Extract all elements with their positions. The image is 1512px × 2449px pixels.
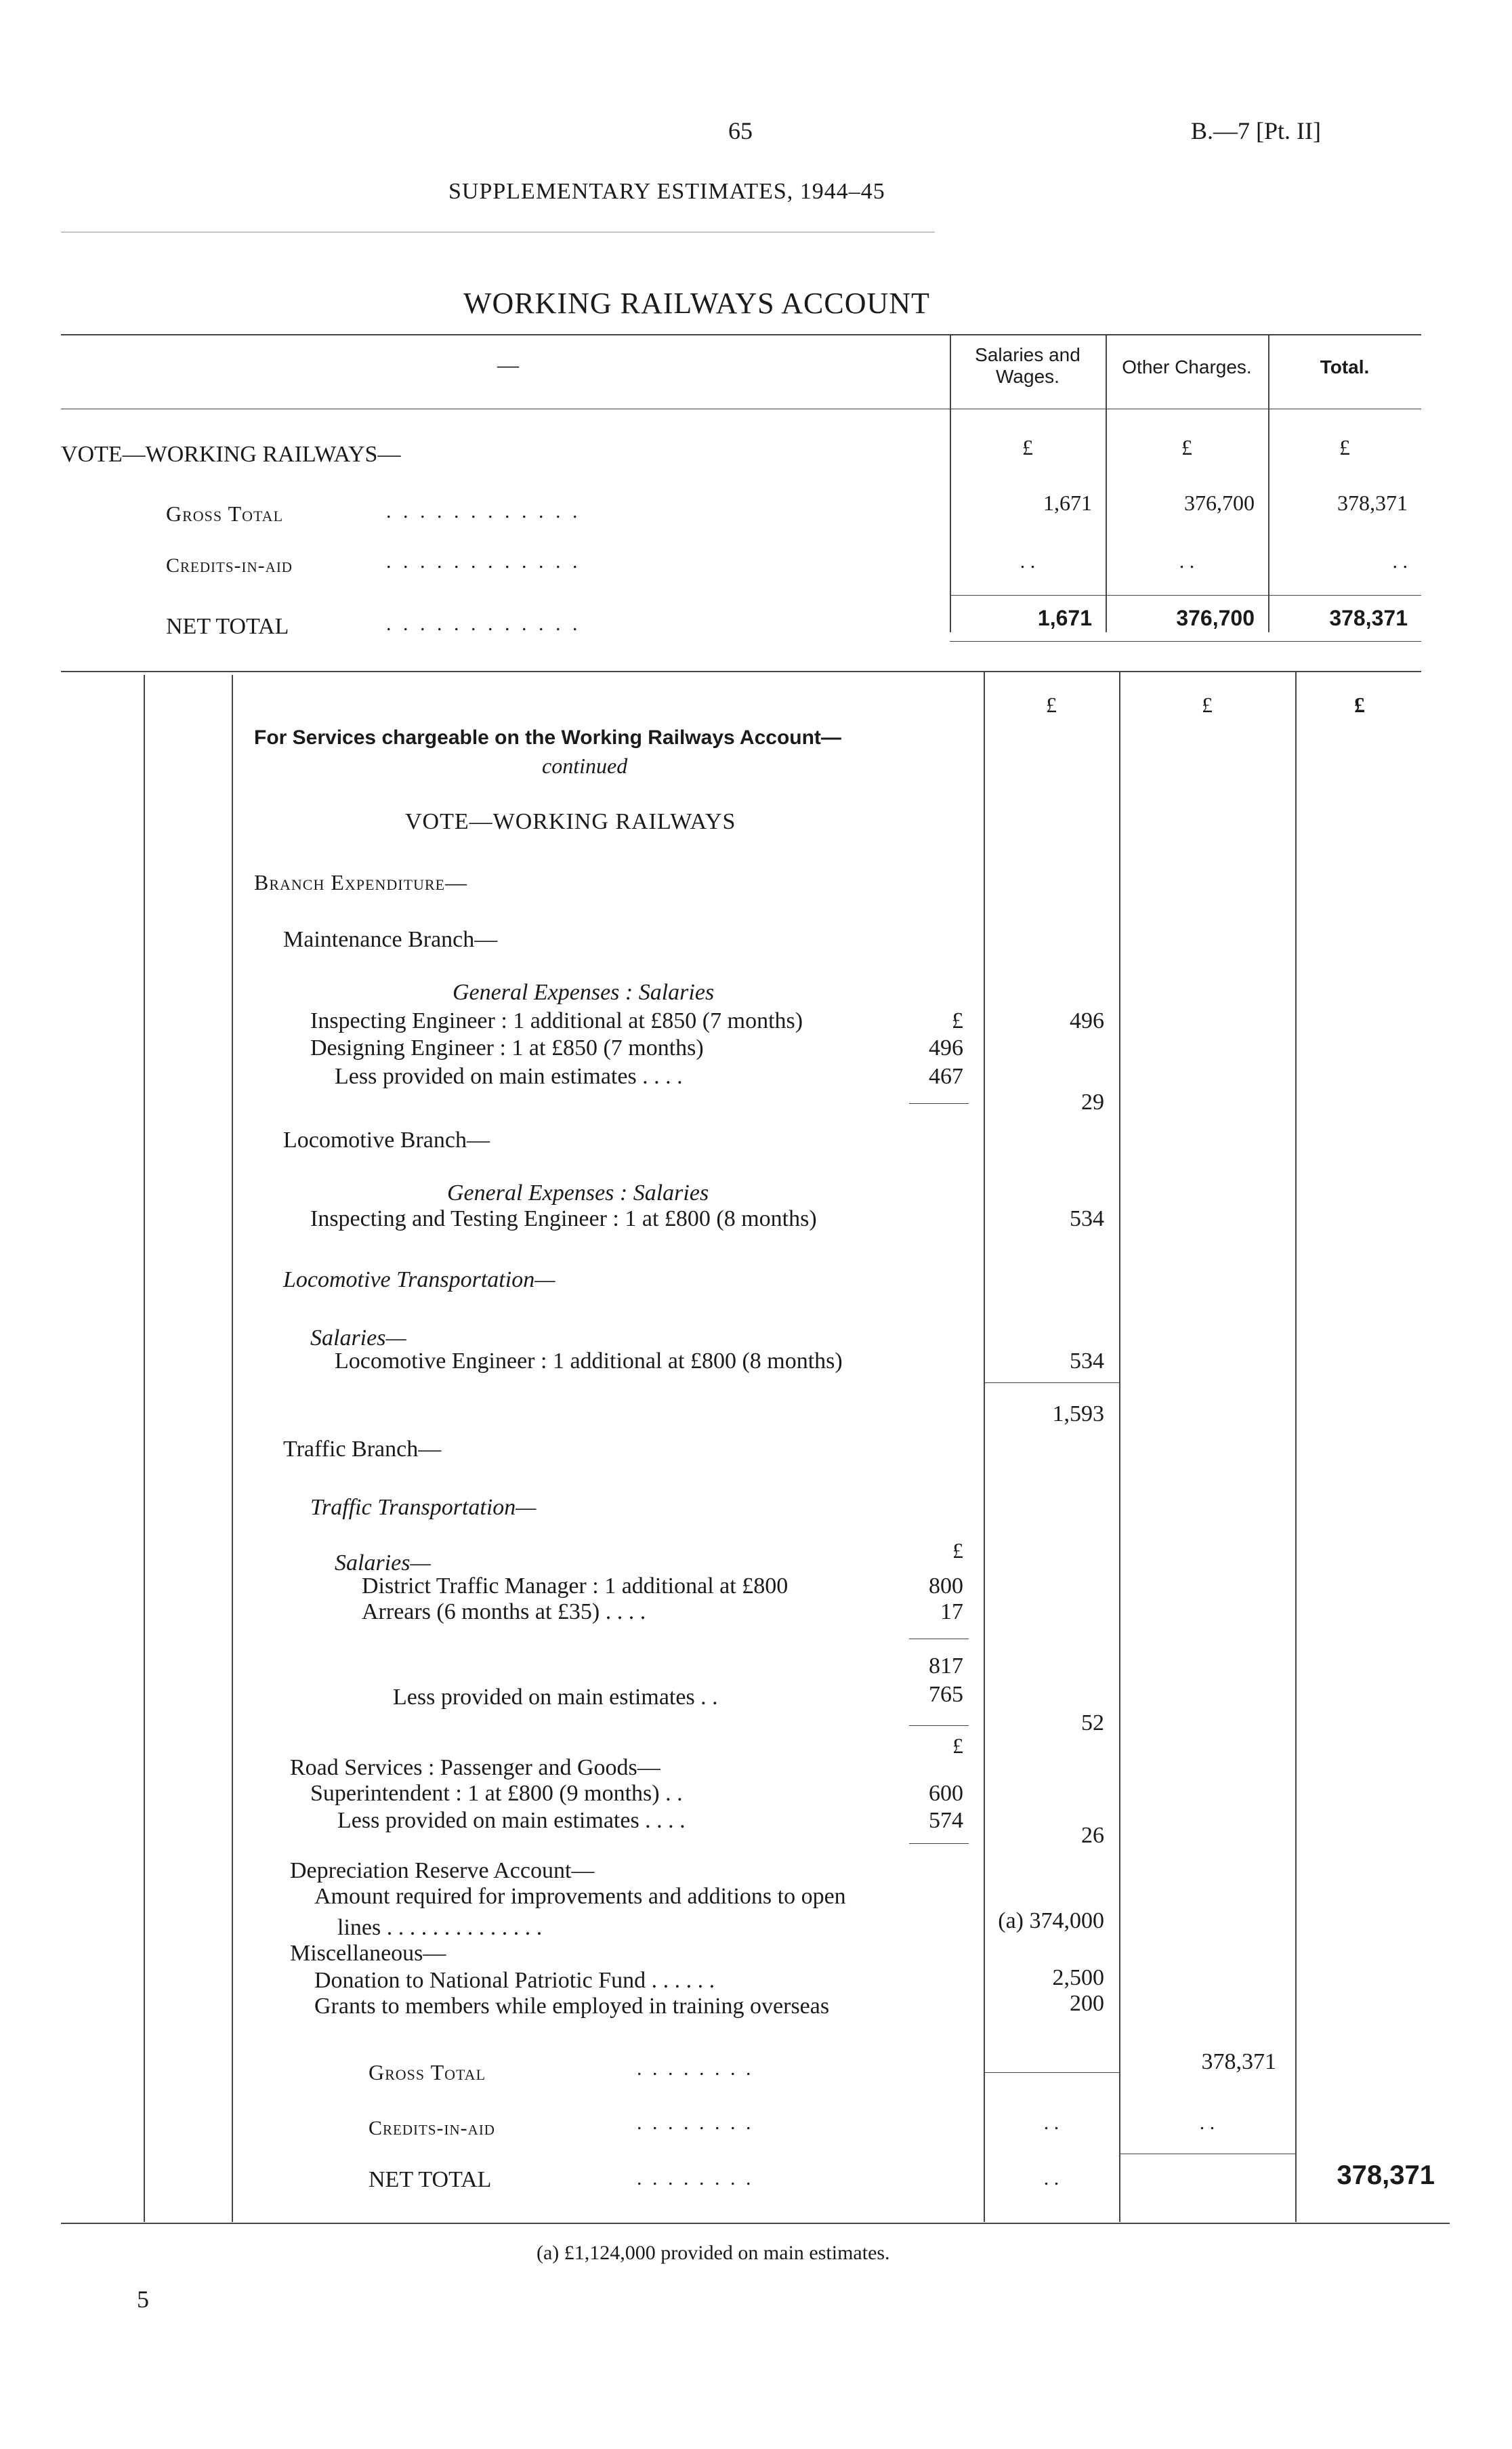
credits-other: . . xyxy=(1179,550,1195,573)
stub-heading: — xyxy=(497,352,519,377)
road-inner-574: 574 xyxy=(929,1808,963,1833)
locomotive-subheading: General Expenses : Salaries xyxy=(447,1180,709,1206)
net-total-label: NET TOTAL xyxy=(166,614,289,639)
services-heading-continued: continued xyxy=(542,754,628,778)
maintenance-less-provided: Less provided on main estimates . . . . xyxy=(335,1064,683,1089)
detail-stub-border xyxy=(232,675,233,2222)
maintenance-inner-496: 496 xyxy=(929,1035,963,1061)
maintenance-inspecting-engineer: Inspecting Engineer : 1 additional at £850 (7 months) xyxy=(310,1008,803,1033)
road-superintendent: Superintendent : 1 at £800 (9 months) . . xyxy=(310,1781,683,1806)
road-inner-rule xyxy=(909,1843,969,1844)
traffic-salaries-heading: Salaries— xyxy=(335,1550,431,1576)
depreciation-line-1: Amount required for improvements and additions to open xyxy=(314,1884,846,1909)
summary-col-divider-3 xyxy=(1268,334,1269,632)
col-header-other: Other Charges. xyxy=(1122,356,1252,377)
document-reference: B.—7 [Pt. II] xyxy=(1191,117,1321,144)
summary-top-rule xyxy=(61,334,1421,335)
locomotive-subtotal-rule xyxy=(984,1382,1119,1383)
net-salaries: 1,671 xyxy=(1037,606,1092,630)
maintenance-amount-29: 29 xyxy=(1081,1090,1104,1115)
maintenance-designing-engineer: Designing Engineer : 1 at £850 (7 months) xyxy=(310,1035,704,1061)
traffic-arrears: Arrears (6 months at £35) . . . . xyxy=(362,1599,646,1624)
footnote: (a) £1,124,000 provided on main estimates. xyxy=(537,2242,890,2264)
detail-credits-leader: . . . . . . . . xyxy=(637,2112,754,2134)
depreciation-amount: (a) 374,000 xyxy=(998,1908,1104,1933)
traffic-transportation-heading: Traffic Transportation— xyxy=(310,1495,537,1520)
detail-currency-1: £ xyxy=(1046,693,1057,717)
locomotive-engineer: Locomotive Engineer : 1 additional at £800 (8 months) xyxy=(335,1349,843,1374)
detail-top-rule xyxy=(61,671,1421,672)
detail-credits-label: Credits-in-aid xyxy=(369,2117,495,2139)
traffic-inner-17: 17 xyxy=(940,1599,963,1624)
gross-salaries: 1,671 xyxy=(1043,491,1092,515)
traffic-less-provided: Less provided on main estimates . . xyxy=(393,1685,718,1710)
locomotive-amount-534: 534 xyxy=(1070,1206,1104,1231)
traffic-inner-800: 800 xyxy=(929,1573,963,1599)
detail-col-divider-2 xyxy=(1119,671,1120,2222)
traffic-branch-heading: Traffic Branch— xyxy=(283,1437,442,1462)
currency-other: £ xyxy=(1181,435,1192,459)
road-inner-currency: £ xyxy=(952,1733,963,1758)
gross-total: 378,371 xyxy=(1337,491,1408,515)
road-inner-600: 600 xyxy=(929,1781,963,1806)
detail-net-salaries: . . xyxy=(1043,2167,1059,2189)
detail-net-total-label: NET TOTAL xyxy=(369,2167,492,2192)
credits-total: . . xyxy=(1392,550,1408,573)
donation-line: Donation to National Patriotic Fund . . . . . . xyxy=(314,1968,715,1993)
traffic-inner-765: 765 xyxy=(929,1682,963,1707)
detail-left-border xyxy=(144,675,145,2222)
page-number: 65 xyxy=(728,117,753,144)
locomotive-salaries-heading: Salaries— xyxy=(310,1325,406,1351)
vote-label: VOTE—WORKING RAILWAYS— xyxy=(61,442,401,467)
grants-line: Grants to members while employed in training overseas xyxy=(314,1994,830,2019)
col-header-total: Total. xyxy=(1320,356,1370,377)
net-total: 378,371 xyxy=(1329,606,1408,630)
maintenance-inner-currency: £ xyxy=(952,1008,963,1033)
folio-number: 5 xyxy=(137,2286,149,2313)
branch-expenditure-heading: Branch Expenditure— xyxy=(254,870,468,894)
currency-salaries: £ xyxy=(1022,435,1033,459)
district-traffic-manager: District Traffic Manager : 1 additional at £800 xyxy=(362,1573,789,1599)
summary-bottom-rule xyxy=(950,641,1421,642)
gross-total-label: Gross Total xyxy=(166,501,284,526)
traffic-inner-817: 817 xyxy=(929,1653,963,1679)
depreciation-heading: Depreciation Reserve Account— xyxy=(290,1858,595,1883)
summary-sum-rule xyxy=(950,595,1421,596)
detail-currency-2: £ xyxy=(1202,693,1213,717)
depreciation-line-2: lines . . . . . . . . . . . . . . xyxy=(337,1915,543,1940)
detail-gross-total-label: Gross Total xyxy=(369,2060,486,2084)
detail-gross-leader: . . . . . . . . xyxy=(637,2057,754,2080)
traffic-inner-rule-2 xyxy=(909,1725,969,1726)
vote-heading: VOTE—WORKING RAILWAYS xyxy=(405,809,736,834)
gross-total-leader: . . . . . . . . . . . . xyxy=(386,500,581,522)
maintenance-subheading: General Expenses : Salaries xyxy=(453,980,715,1005)
maintenance-inner-467: 467 xyxy=(929,1064,963,1089)
currency-total: £ xyxy=(1339,435,1350,459)
road-less-provided: Less provided on main estimates . . . . xyxy=(337,1808,686,1833)
road-amount-26: 26 xyxy=(1081,1823,1104,1848)
detail-gross-other: 378,371 xyxy=(1201,2049,1276,2074)
locomotive-engineer-amount: 534 xyxy=(1070,1349,1104,1374)
inspecting-testing-engineer: Inspecting and Testing Engineer : 1 at £800 (8 months) xyxy=(310,1206,817,1231)
detail-currency-3: £ xyxy=(1354,693,1365,717)
summary-col-divider-2 xyxy=(1106,334,1107,632)
maintenance-branch-heading: Maintenance Branch— xyxy=(283,927,498,952)
net-other: 376,700 xyxy=(1176,606,1255,630)
traffic-inner-currency: £ xyxy=(952,1538,963,1563)
traffic-amount-52: 52 xyxy=(1081,1710,1104,1735)
miscellaneous-heading: Miscellaneous— xyxy=(290,1941,446,1966)
locomotive-transportation-heading: Locomotive Transportation— xyxy=(283,1267,555,1292)
detail-col-divider-3 xyxy=(1295,671,1297,2222)
locomotive-branch-heading: Locomotive Branch— xyxy=(283,1128,490,1153)
grants-amount: 200 xyxy=(1070,1991,1104,2016)
donation-amount: 2,500 xyxy=(1052,1965,1104,1990)
services-heading: For Services chargeable on the Working Railways Account— xyxy=(254,726,841,749)
detail-credits-other: . . xyxy=(1199,2112,1215,2134)
detail-net-total: 378,371 xyxy=(1337,2160,1435,2190)
net-total-leader: . . . . . . . . . . . . xyxy=(386,613,581,635)
col-header-salaries: Salaries and Wages. xyxy=(975,344,1080,387)
detail-credits-salaries: . . xyxy=(1043,2112,1059,2134)
maintenance-inner-rule xyxy=(909,1103,969,1104)
detail-net-leader: . . . . . . . . xyxy=(637,2167,754,2189)
credits-leader: . . . . . . . . . . . . xyxy=(386,550,581,573)
account-title: WORKING RAILWAYS ACCOUNT xyxy=(463,287,930,320)
maintenance-amount-496: 496 xyxy=(1070,1008,1104,1033)
page-title: SUPPLEMENTARY ESTIMATES, 1944–45 xyxy=(448,179,885,204)
road-services-heading: Road Services : Passenger and Goods— xyxy=(290,1755,660,1780)
detail-gross-rule xyxy=(984,2072,1119,2073)
gross-other: 376,700 xyxy=(1184,491,1255,515)
credits-in-aid-label: Credits-in-aid xyxy=(166,554,293,577)
branch-subtotal: 1,593 xyxy=(1052,1401,1104,1426)
detail-bottom-rule xyxy=(61,2223,1450,2224)
credits-salaries: . . xyxy=(1020,550,1036,573)
